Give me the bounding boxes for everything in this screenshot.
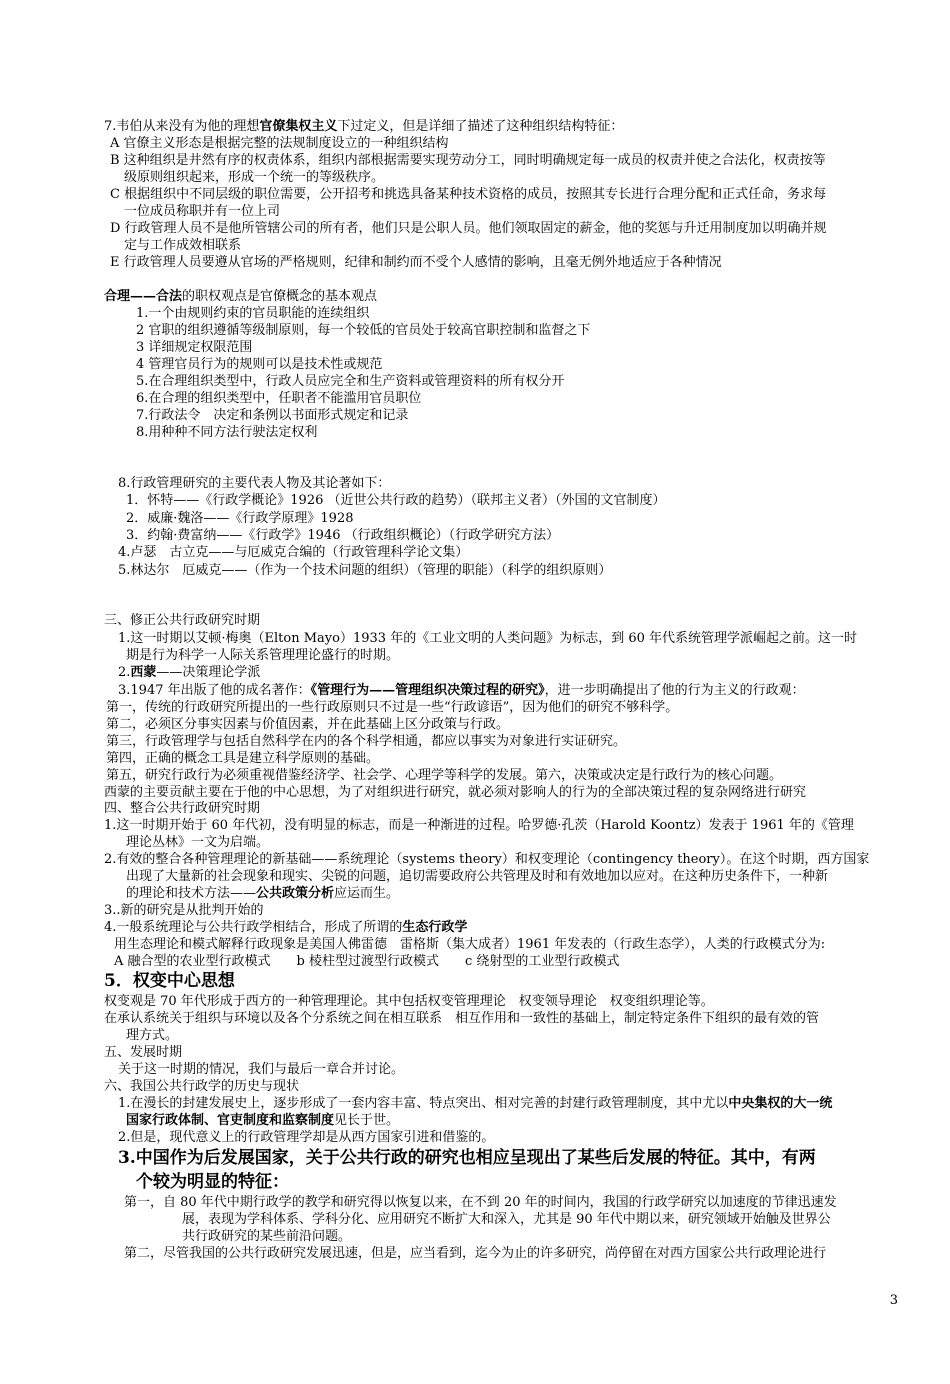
- part7-feature: 第二，尽管我国的公共行政研究发展迅速，但是，应当看到，迄今为止的许多研究，尚停留在对西方国家公共行政理论进行: [124, 1246, 827, 1261]
- sec8-item: 3．约翰·费富纳——《行政学》1946 （行政组织概论）（行政学研究方法）: [126, 528, 560, 543]
- text: ——决策理论学派: [156, 665, 261, 680]
- sec7-item-d-cont: 定与工作成效相联系: [124, 238, 242, 253]
- part7-feature-cont: 展，表现为学科体系、学科分化、应用研究不断扩大和深入，尤其是 90 年代中期以来，研究领域开始触及世界公: [182, 1212, 831, 1227]
- part3-point: 第一，传统的行政研究所提出的一些行政原则只不过是一些“行政谚语”，因为他们的研究不够科学。: [106, 700, 679, 715]
- part3-heading: 三、修正公共行政研究时期: [104, 613, 261, 628]
- sec8-lead: 8.行政管理研究的主要代表人物及其论著如下：: [118, 476, 391, 491]
- bold-term: 公共政策分析: [256, 886, 335, 901]
- part3-point: 第四，正确的概念工具是建立科学原则的基础。: [106, 751, 380, 766]
- part5-line-cont: 理方式。: [126, 1028, 179, 1043]
- legal-item: 5.在合理组织类型中，行政人员应完全和生产资料或管理资料的所有权分开: [136, 374, 565, 389]
- text: 2.: [118, 665, 131, 680]
- bold-term: 《管理行为——管理组织决策过程的研究》: [310, 683, 545, 698]
- text: 下过定义，但是详细了描述了这种组织结构特征：: [337, 119, 624, 134]
- bold-term: 西蒙: [130, 665, 157, 680]
- part4-line-cont: [126, 885, 399, 902]
- text: 1.在漫长的封建发展史上，逐步形成了一套内容丰富、特点突出、相对完善的封建行政管理制度，其中尤以: [118, 1096, 729, 1111]
- part3-simon: [118, 664, 260, 681]
- part4-line: 2.有效的整合各种管理理论的新基础——系统理论（systems theory）和权变理论（contingency theory）。在这个时期，西方国家: [104, 852, 870, 867]
- page-number: 3: [889, 1293, 898, 1308]
- text: ，进一步明确提出了他的行为主义的行政观：: [544, 683, 805, 698]
- part7-line: 2.但是，现代意义上的行政管理学却是从西方国家引进和借鉴的。: [118, 1130, 495, 1145]
- text: 7.韦伯从来没有为他的理想: [104, 119, 260, 134]
- part4-line-cont: 出现了大量新的社会现象和现实、尖锐的问题，追切需要政府公共管理及时和有效地加以应对。在这种历史条件下，一种新: [126, 869, 829, 884]
- sec7-item-e: E 行政管理人员要遵从官场的严格规则，纪律和制约而不受个人感情的影响，且毫无例外地适应于各种情况: [110, 255, 722, 270]
- sec7-item-c-cont: 一位成员称职并有一位上司: [124, 204, 281, 219]
- bold-term: 生态行政学: [402, 920, 468, 935]
- sec8-item: 2．威廉·魏洛——《行政学原理》1928: [126, 511, 354, 526]
- part7-line-cont: [126, 1112, 399, 1129]
- text: 3.1947 年出版了他的成名著作：: [118, 683, 311, 698]
- part7-big-cont: 个较为明显的特征：: [136, 1172, 289, 1192]
- text: 的职权观点是官僚概念的基本观点: [182, 289, 378, 304]
- sec7-item-a: A 官僚主义形态是根据完整的法规制度设立的一种组织结构: [110, 136, 449, 151]
- part5-line: 权变观是 70 年代形成于西方的一种管理理论。其中包括权变管理理论 权变领导理论 权变组织理论等。: [104, 994, 714, 1009]
- sec7-item-b-cont: 级原则组织起来，形成一个统一的等级秩序。: [124, 170, 385, 185]
- part3-contribution: 西蒙的主要贡献主要在于他的中心思想，为了对组织进行研究，就必须对影响人的行为的全部决策过程的复杂网络进行研究: [104, 785, 807, 800]
- part4-eco: 用生态理论和模式解释行政现象是美国人佛雷德 雷格斯（集大成者）1961 年发表的（行政生态学），人类的行政模式分为:: [114, 937, 826, 952]
- text: 4.一般系统理论与公共行政学相结合，形成了所谓的: [104, 920, 403, 935]
- part3-line-cont: 期是行为科学一人际关系管理理论盛行的时期。: [126, 648, 400, 663]
- sec7-item-d: D 行政管理人员不是他所管辖公司的所有者，他们只是公职人员。他们领取固定的薪金，他的奖惩与升迁用制度加以明确并规: [110, 221, 827, 236]
- part6-heading: 五、发展时期: [104, 1045, 183, 1060]
- bold-term: 官僚集权主义: [259, 119, 338, 134]
- part7-feature-cont: 共行政研究的某些前沿问题。: [182, 1229, 352, 1244]
- part3-point: 第三，行政管理学与包括自然科学在内的各个科学相通，都应以事实为对象进行实证研究。: [106, 734, 627, 749]
- part7-big: 3.中国作为后发展国家，关于公共行政的研究也相应呈现出了某些后发展的特征。其中，有两: [118, 1148, 816, 1168]
- part7-heading: 六、我国公共行政学的历史与现状: [104, 1079, 300, 1094]
- bold-term: 中央集权的大一统: [728, 1096, 833, 1111]
- part5-heading: 5．权变中心思想: [104, 971, 235, 991]
- part3-point: 第五，研究行政行为必须重视借鉴经济学、社会学、心理学等科学的发展。第六，决策或决定是行政行为的核心问题。: [106, 768, 783, 783]
- part7-line: [118, 1095, 832, 1112]
- legal-item: 3 详细规定权限范围: [136, 340, 253, 355]
- legal-item: 8.用种种不同方法行驶法定权利: [136, 425, 318, 440]
- part4-heading: 四、整合公共行政研究时期: [104, 801, 261, 816]
- part4-line: [104, 919, 467, 936]
- text: 应运而生。: [334, 886, 400, 901]
- bold-term: 国家行政体制、官吏制度和监察制度: [126, 1113, 335, 1128]
- sec8-item: 1．怀特——《行政学概论》1926 （近世公共行政的趋势）（联邦主义者）（外国的文官制度）: [126, 493, 666, 508]
- part4-modes: A 融合型的农业型行政模式 b 棱柱型过渡型行政模式 c 绕射型的工业型行政模式: [114, 954, 620, 969]
- part3-line: 1.这一时期以艾顿·梅奥（Elton Mayo）1933 年的《工业文明的人类问题》为标志，到 60 年代系统管理学派崛起之前。这一时: [118, 631, 857, 646]
- part4-line-cont: 理论丛林》一文为启端。: [126, 835, 270, 850]
- legal-item: 7.行政法令 决定和条例以书面形式规定和记录: [136, 408, 409, 423]
- legal-item: 1.一个由规则约束的官员职能的连续组织: [136, 306, 370, 321]
- part4-line: 1.这一时期开始于 60 年代初，没有明显的标志，而是一种渐进的过程。哈罗德·孔茨（Harold Koontz）发表于 1961 年的《管理: [104, 818, 854, 833]
- legal-item: 4 管理官员行为的规则可以是技术性或规范: [136, 357, 383, 372]
- part7-feature: 第一，自 80 年代中期行政学的教学和研究得以恢复以来，在不到 20 年的时间内，我国的行政学研究以加速度的节律迅速发: [124, 1195, 837, 1210]
- legal-item: 6.在合理的组织类型中，任职者不能滥用官员职位: [136, 391, 422, 406]
- sec7-lead: [104, 118, 623, 135]
- part4-line: 3..新的研究是从批判开始的: [104, 903, 264, 918]
- text: 的理论和技术方法——: [126, 886, 257, 901]
- part5-line: 在承认系统关于组织与环境以及各个分系统之间在相互联系 相互作用和一致性的基础上，制定特定条件下组织的最有效的管: [104, 1011, 820, 1026]
- sec8-item: 5.林达尔 厄威克——（作为一个技术问题的组织）（管理的职能）（科学的组织原则）: [118, 563, 612, 578]
- text: 见长于世。: [334, 1113, 400, 1128]
- part3-point: 第二，必须区分事实因素与价值因素，并在此基础上区分政策与行政。: [106, 717, 510, 732]
- legal-item: 2 官职的组织遵循等级制原则，每一个较低的官员处于较高官职控制和监督之下: [136, 323, 591, 338]
- sec8-item: 4.卢瑟 古立克——与厄威克合编的（行政管理科学论文集）: [118, 545, 469, 560]
- part3-book: [118, 682, 805, 699]
- part6-line: 关于这一时期的情况，我们与最后一章合并讨论。: [118, 1062, 405, 1077]
- sec7-item-b: B 这种组织是井然有序的权责体系，组织内部根据需要实现劳动分工，同时明确规定每一成员的权责并使之合法化，权责按等: [110, 153, 826, 168]
- sec7-item-c: C 根据组织中不同层级的职位需要，公开招考和挑选具备某种技术资格的成员，按照其专长进行合理分配和正式任命，务求每: [110, 187, 827, 202]
- bold-term: 合理——合法: [104, 289, 183, 304]
- legal-lead: [104, 288, 377, 305]
